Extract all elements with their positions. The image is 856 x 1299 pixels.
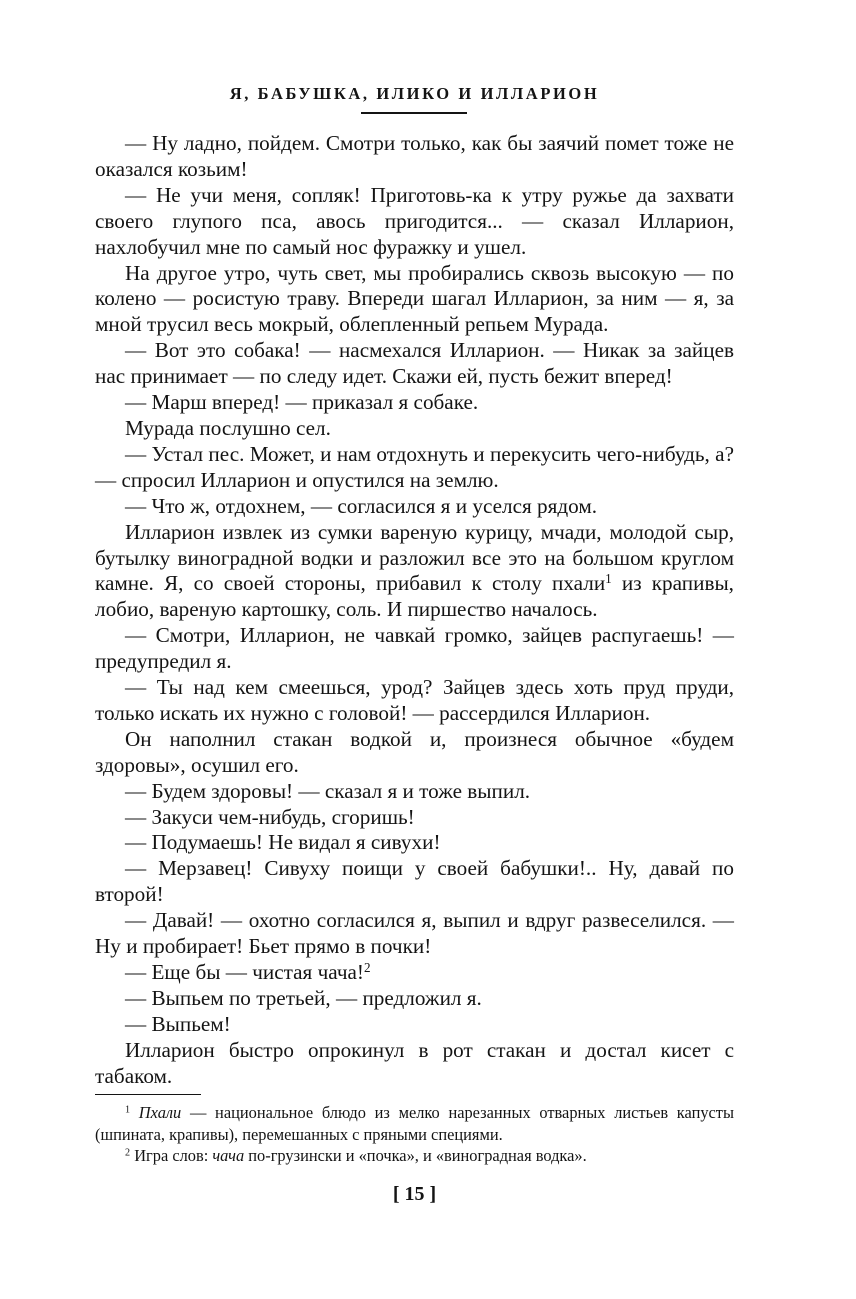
paragraph: — Мерзавец! Сивуху поищи у своей бабушки!.. Ну, давай по второй! — [95, 856, 734, 907]
footnote-marker: 2 — [125, 1147, 131, 1159]
paragraph-text: Илларион извлек из сумки вареную курицу, мчади, молодой сыр, бутылку виноградной водки и разложил все это на большом круглом камне. Я, со своей стороны, прибавил к столу пхали — [95, 519, 734, 596]
footnotes — [95, 1102, 734, 1167]
paragraph: — Не учи меня, сопляк! Приготовь-ка к утру ружье да захвати своего глупого пса, авось пригодится... — сказал Илларион, нахлобучил мне по самый нос фуражку и ушел. — [95, 182, 734, 259]
paragraph: Мурада послушно сел. — [125, 415, 331, 440]
footnote-marker: 1 — [125, 1104, 131, 1116]
paragraph: — Марш вперед! — приказал я собаке. — [125, 390, 479, 415]
paragraph: — Что ж, отдохнем, — согласился я и уселся рядом. — [125, 493, 598, 518]
paragraph: — Устал пес. Может, и нам отдохнуть и перекусить чего-нибудь, а? — спросил Илларион и опустился на землю. — [95, 441, 734, 492]
paragraph: — Выпьем по третьей, — предложил я. — [125, 985, 482, 1010]
paragraph-text: — Еще бы — чистая чача! — [125, 960, 364, 984]
paragraph: Он наполнил стакан водкой и, произнеся обычное «будем здоровы», осушил его. — [95, 726, 734, 777]
footnote-term: чача — [212, 1146, 245, 1165]
paragraph: На другое утро, чуть свет, мы пробирались сквозь высокую — по колено — росистую траву. Впереди шагал Илларион, за ним — я, за мной трусил весь мокрый, облепленный репьем Мурада. — [95, 260, 734, 337]
header-rule — [361, 112, 467, 114]
paragraph: — Будем здоровы! — сказал я и тоже выпил. — [125, 778, 531, 803]
paragraph: — Смотри, Илларион, не чавкай громко, зайцев распугаешь! — предупредил я. — [95, 623, 734, 674]
body-text — [95, 131, 734, 1090]
footnote — [95, 1102, 734, 1145]
paragraph — [95, 520, 734, 624]
paragraph: Илларион быстро опрокинул в рот стакан и достал кисет с табаком. — [95, 1037, 734, 1088]
paragraph: — Ты над кем смеешься, урод? Зайцев здесь хоть пруд пруди, только искать их нужно с головой! — рассердился Илларион. — [95, 675, 734, 725]
footnote — [95, 1145, 734, 1167]
footnote-text: — национальное блюдо из мелко нарезанных отварных листьев капусты (шпината, крапивы), перемешанных с пряными специями. — [95, 1103, 734, 1144]
running-head: Я, БАБУШКА, ИЛИКО И ИЛЛАРИОН — [229, 84, 600, 103]
paragraph: — Ну ладно, пойдем. Смотри только, как бы заячий помет тоже не оказался козьим! — [95, 131, 734, 181]
paragraph-text: из крапивы, лобио, вареную картошку, соль. И пиршество началось. — [95, 571, 734, 622]
paragraph: — Закуси чем-нибудь, сгоришь! — [125, 804, 415, 829]
footnote-text: Игра слов: — [134, 1146, 213, 1165]
footnote-ref: 2 — [363, 959, 371, 975]
paragraph: — Выпьем! — [125, 1011, 231, 1036]
paragraph — [95, 960, 734, 986]
paragraph: — Подумаешь! Не видал я сивухи! — [125, 830, 441, 855]
paragraph: — Давай! — охотно согласился я, выпил и вдруг развеселился. — Ну и пробирает! Бьет прямо в почки! — [95, 908, 734, 959]
footnote-ref: 1 — [605, 571, 612, 587]
paragraph: — Вот это собака! — насмехался Илларион. — Никак за зайцев нас принимает — по следу идет. Скажи ей, пусть бежит вперед! — [95, 338, 734, 389]
footnote-text: по-грузински и «почка», и «виноградная водка». — [244, 1146, 587, 1165]
page-number: [ 15 ] — [392, 1183, 437, 1205]
footnote-term: Пхали — [138, 1103, 182, 1122]
footnote-rule — [95, 1094, 201, 1095]
